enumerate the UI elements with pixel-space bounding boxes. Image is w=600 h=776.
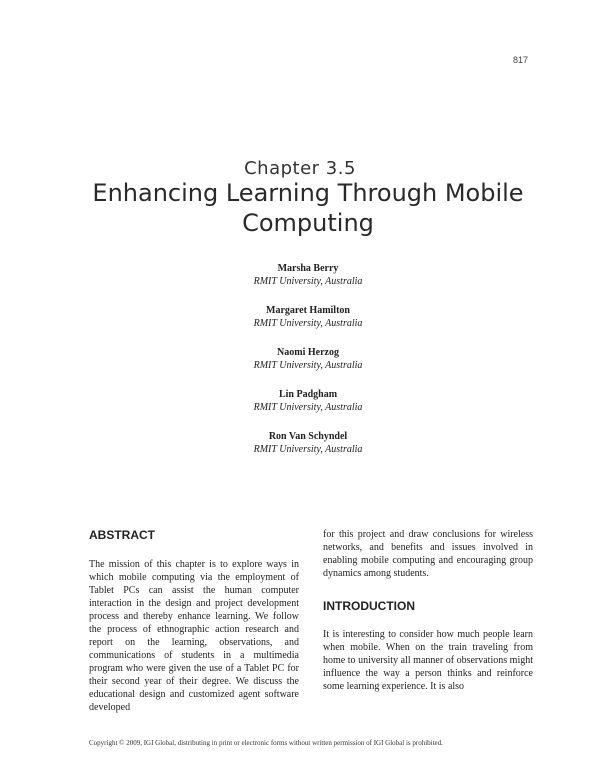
page-number: 817 <box>512 55 528 65</box>
author-affiliation: RMIT University, Australia <box>253 444 363 455</box>
author-block <box>0 262 600 288</box>
chapter-title: Enhancing Learning Through Mobile Computing <box>92 179 524 237</box>
author-name: Margaret Hamilton <box>266 305 350 316</box>
author-block <box>0 346 600 372</box>
author-affiliation: RMIT University, Australia <box>253 402 363 413</box>
author-block <box>0 304 600 330</box>
author-name: Naomi Herzog <box>277 347 339 358</box>
abstract-text-continued: for this project and draw conclusions for wireless networks, and benefits and issues involved in enabling mobile computing and encouraging group dynamics among students. <box>323 529 533 579</box>
author-block <box>0 388 600 414</box>
abstract-heading: ABSTRACT <box>89 528 155 542</box>
author-affiliation: RMIT University, Australia <box>253 276 363 287</box>
author-name: Marsha Berry <box>277 263 339 274</box>
abstract-text: The mission of this chapter is to explore ways in which mobile computing via the employment of Tablet PCs can assist the human computer interaction in the design and project development process and thereby enhance learning. We follow the process of ethnographic action research and report on the learning, observations, and communications of students in a multimedia program who were given the use of a Tablet PC for their second year of their degree. We discuss the educational design and customized agent software developed <box>89 559 299 713</box>
introduction-heading: INTRODUCTION <box>323 599 415 613</box>
author-affiliation: RMIT University, Australia <box>253 360 363 371</box>
copyright-footer: Copyright © 2009, IGI Global, distributing in print or electronic forms without written permission of IGI Global is prohibited. <box>89 739 443 747</box>
author-name: Ron Van Schyndel <box>268 431 348 442</box>
right-column <box>323 528 533 693</box>
author-affiliation: RMIT University, Australia <box>253 318 363 329</box>
introduction-text: It is interesting to consider how much people learn when mobile. When on the train traveling from home to university all manner of observations might influence the way a person thinks and reinforce some learning experience. It is also <box>323 629 533 692</box>
chapter-label: Chapter 3.5 <box>244 158 356 179</box>
author-name: Lin Padgham <box>278 389 338 400</box>
author-block <box>0 430 600 456</box>
author-list <box>0 262 600 472</box>
left-column <box>89 528 299 714</box>
